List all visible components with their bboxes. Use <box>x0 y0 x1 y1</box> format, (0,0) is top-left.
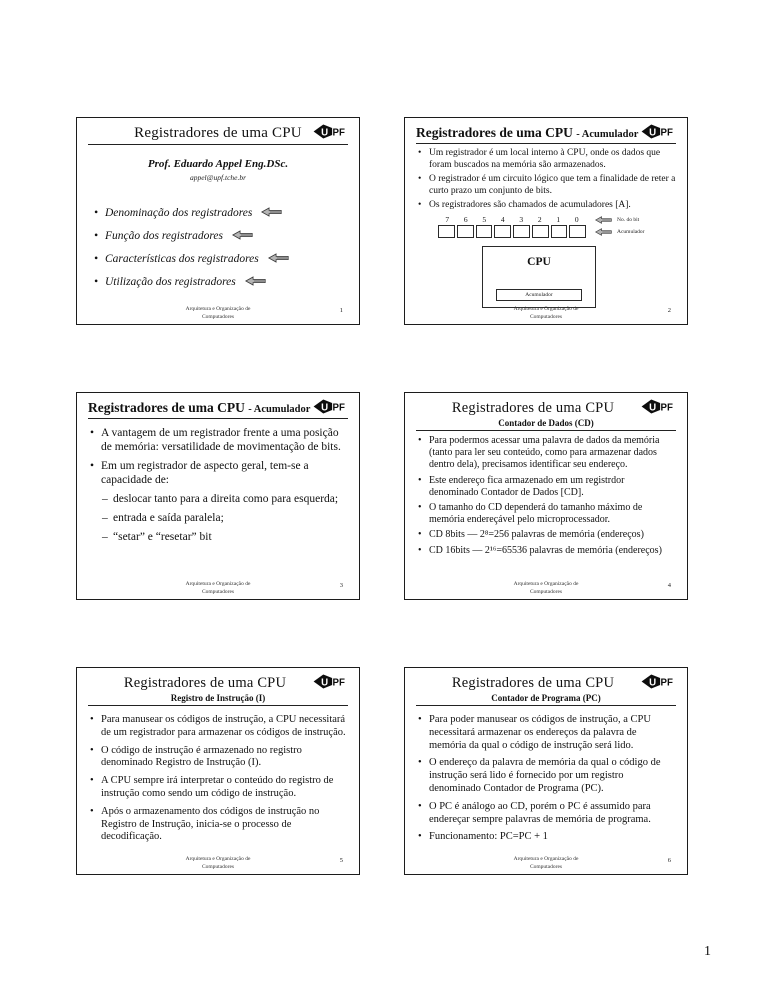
list-item-text: Utilização dos registradores <box>105 276 236 289</box>
list-item-text: Os registradores são chamados de acumuladores [A]. <box>429 200 631 211</box>
content-list <box>416 435 676 557</box>
slide-title-text: Registradores de uma CPU <box>416 125 573 140</box>
list-item-text: Para podermos acessar uma palavra de dados da memória (tanto para ler seu conteúdo, como para armazenar dados dentro dela), precisamos identificar seu endereço. <box>429 435 660 471</box>
slide-1 <box>76 117 360 325</box>
slide-footer <box>77 856 359 871</box>
bit-number-row <box>438 215 586 224</box>
list-item-text: O código de instrução é armazenado no registro denominado Registro de Instrução (I). <box>101 744 302 769</box>
author-name: Prof. Eduardo Appel Eng.DSc. <box>147 158 289 170</box>
callout-row <box>595 216 645 224</box>
accumulator-box: Acumulador <box>496 289 582 301</box>
svg-text:U: U <box>649 127 657 139</box>
list-item <box>92 206 348 220</box>
upf-logo-icon <box>641 124 681 139</box>
svg-text:U: U <box>649 402 657 414</box>
slide-number: 4 <box>667 582 671 590</box>
svg-text:PF: PF <box>332 127 345 139</box>
slide-title-suffix: - Acumulador <box>248 404 311 415</box>
list-item-text: Para manusear os códigos de instrução, a CPU necessitará de um registrador para armazenar os códigos de instrução. <box>101 714 346 738</box>
footer-line: Arquitetura e Organização de <box>185 856 251 863</box>
slide-subtitle: Registro de Instrução (I) <box>170 693 266 703</box>
list-item <box>416 529 676 541</box>
register-graphic <box>438 215 586 238</box>
footer-line: Computadores <box>201 588 235 595</box>
list-item-text: entrada e saída paralela; <box>113 512 224 525</box>
slide-title: Registradores de uma CPU <box>451 675 615 691</box>
list-item-text: deslocar tanto para a direita como para esquerda; <box>113 493 339 506</box>
list-item-text: CD 16bits — 2¹⁶=65536 palavras de memória (endereços) <box>429 544 662 556</box>
svg-text:PF: PF <box>332 402 345 414</box>
footer-line: Arquitetura e Organização de <box>513 581 579 588</box>
footer-line: Computadores <box>529 863 563 870</box>
svg-text:U: U <box>321 402 329 414</box>
list-item <box>416 545 676 557</box>
svg-text:PF: PF <box>660 127 673 139</box>
bit-label: 6 <box>463 214 468 224</box>
slide-footer <box>77 306 359 321</box>
svg-text:U: U <box>321 677 329 689</box>
footer-line: Arquitetura e Organização de <box>513 306 579 313</box>
agenda-list <box>92 206 348 289</box>
list-item-text: A CPU sempre irá interpretar o conteúdo do registro de instrução como sendo um código de instrução. <box>101 775 334 799</box>
callout-label: Acumulador <box>617 228 645 235</box>
left-block-arrow-icon <box>595 216 612 224</box>
list-item <box>92 275 348 289</box>
svg-text:PF: PF <box>332 677 345 689</box>
list-item-text: A vantagem de um registrador frente a uma posição de memória: versatilidade de movimentação de bits. <box>101 427 341 454</box>
list-item <box>416 435 676 472</box>
svg-text:PF: PF <box>660 402 673 414</box>
svg-text:U: U <box>321 127 329 139</box>
sub-list-item <box>88 530 348 544</box>
slide-number: 6 <box>667 857 671 865</box>
register-bit-cell <box>513 225 530 238</box>
sub-list-item <box>88 511 348 525</box>
slide-subtitle: Contador de Dados (CD) <box>498 418 594 428</box>
list-item <box>88 459 348 487</box>
slide-4 <box>404 392 688 600</box>
list-item <box>416 757 676 795</box>
slide-title <box>416 125 676 141</box>
footer-line: Computadores <box>201 863 235 870</box>
bit-label: 4 <box>500 214 505 224</box>
slide-4-header <box>416 400 676 431</box>
register-bit-cell <box>551 225 568 238</box>
slide-1-header <box>88 125 348 145</box>
footer-line: Computadores <box>529 313 563 320</box>
bit-label: 0 <box>574 214 579 224</box>
footer-line: Arquitetura e Organização de <box>185 306 251 313</box>
callout-label: No. do bit <box>617 216 640 223</box>
register-bit-cell <box>569 225 586 238</box>
list-item <box>416 148 676 171</box>
content-list <box>88 426 348 544</box>
list-item-text: “setar” e “resetar” bit <box>113 531 212 544</box>
list-item <box>416 200 676 212</box>
slide-6-header <box>416 675 676 706</box>
slide-footer <box>405 306 687 321</box>
list-item-text: O PC é análogo ao CD, porém o PC é assumido para endereçar sempre palavras de memória de programa. <box>429 800 651 825</box>
bit-label: 5 <box>482 214 487 224</box>
list-item-text: Denominação dos registradores <box>105 207 253 219</box>
upf-logo-icon <box>641 674 681 689</box>
slide-title-suffix: - Acumulador <box>576 129 639 140</box>
sub-list-item <box>88 492 348 506</box>
list-item-text: O endereço da palavra de memória da qual o código de instrução será lido é fornecido por um registro denominado Contador de Programa (PC). <box>429 757 661 794</box>
slide-3 <box>76 392 360 600</box>
accumulator-diagram <box>438 215 676 238</box>
footer-line: Arquitetura e Organização de <box>513 856 579 863</box>
cpu-label: CPU <box>527 255 551 268</box>
slide-title: Registradores de uma CPU <box>134 125 302 141</box>
register-bit-cell <box>476 225 493 238</box>
slide-number: 5 <box>339 857 343 865</box>
slide-title <box>88 400 348 416</box>
left-block-arrow-icon <box>232 230 253 240</box>
slide-2 <box>404 117 688 325</box>
list-item <box>88 806 348 844</box>
slide-2-header <box>416 125 676 144</box>
slide-number: 1 <box>339 307 343 315</box>
list-item-text: Este endereço fica armazenado em um registrdor denominado Contador de Dados [CD]. <box>429 474 625 498</box>
left-block-arrow-icon <box>268 253 289 263</box>
list-item <box>416 475 676 499</box>
author-email: appel@upf.tche.br <box>189 173 247 182</box>
slide-6 <box>404 667 688 875</box>
content-list <box>88 714 348 844</box>
left-block-arrow-icon <box>261 207 282 217</box>
content-list <box>416 714 676 844</box>
footer-line: Computadores <box>201 313 235 320</box>
bit-label: 2 <box>537 214 542 224</box>
upf-logo-icon <box>313 124 353 139</box>
bit-label: 7 <box>445 214 450 224</box>
page-number: 1 <box>704 944 711 959</box>
list-item-text: Funcionamento: PC=PC + 1 <box>429 831 548 843</box>
svg-text:PF: PF <box>660 677 673 689</box>
slide-subtitle: Contador de Programa (PC) <box>491 693 601 703</box>
content-list <box>416 148 676 212</box>
list-item <box>88 745 348 771</box>
list-item-text: Em um registrador de aspecto geral, tem-se a capacidade de: <box>101 460 309 487</box>
bit-label: 1 <box>556 214 561 224</box>
list-item-text: Para poder manusear os códigos de instrução, a CPU necessitará armazenar os endereços da palavra de memória da qual o código de instrução será lido. <box>429 714 651 751</box>
footer-line: Arquitetura e Organização de <box>185 581 251 588</box>
slide-footer <box>77 581 359 596</box>
cpu-box <box>482 246 596 308</box>
svg-text:U: U <box>649 677 657 689</box>
slide-number: 2 <box>667 307 671 315</box>
list-item-text: O tamanho do CD dependerá do tamanho máximo de memória endereçável pelo microprocessador. <box>429 501 643 526</box>
list-item <box>88 426 348 454</box>
footer-line: Computadores <box>529 588 563 595</box>
callout-row <box>595 228 645 236</box>
slide-number: 3 <box>339 582 343 590</box>
slide-title: Registradores de uma CPU <box>123 675 287 691</box>
register-bit-cell <box>532 225 549 238</box>
diagram-callouts <box>595 215 645 238</box>
slide-5 <box>76 667 360 875</box>
list-item-text: Um registrador é um local interno à CPU, onde os dados que foram buscados na memória são armazenados. <box>429 148 661 170</box>
register-bit-cell <box>494 225 511 238</box>
list-item-text: O registrador é um circuito lógico que tem a finalidade de reter a curto prazo um conjunto de bits. <box>429 174 676 196</box>
left-block-arrow-icon <box>245 276 266 286</box>
list-item <box>416 714 676 752</box>
bit-label: 3 <box>519 214 524 224</box>
slide-footer <box>405 581 687 596</box>
list-item <box>416 801 676 827</box>
list-item <box>92 252 348 266</box>
list-item <box>416 174 676 197</box>
upf-logo-icon <box>641 399 681 414</box>
list-item <box>416 502 676 526</box>
register-bit-cell <box>438 225 455 238</box>
slide-footer <box>405 856 687 871</box>
list-item <box>88 775 348 801</box>
upf-logo-icon <box>313 674 353 689</box>
list-item-text: Função dos registradores <box>105 230 223 243</box>
list-item-text: Após o armazenamento dos códigos de instrução no Registro de Instrução, inicia-se o processo de decodificação. <box>101 805 320 843</box>
list-item <box>92 229 348 243</box>
upf-logo-icon <box>313 399 353 414</box>
list-item-text: CD 8bits — 2⁸=256 palavras de memória (endereços) <box>429 529 644 541</box>
register-cells <box>438 225 586 238</box>
list-item-text: Características dos registradores <box>105 253 259 266</box>
list-item <box>88 714 348 740</box>
slide-5-header <box>88 675 348 706</box>
left-block-arrow-icon <box>595 228 612 236</box>
slide-title: Registradores de uma CPU <box>451 400 615 416</box>
list-item <box>416 831 676 844</box>
slide-3-header <box>88 400 348 419</box>
slide-title-text: Registradores de uma CPU <box>88 400 245 415</box>
register-bit-cell <box>457 225 474 238</box>
